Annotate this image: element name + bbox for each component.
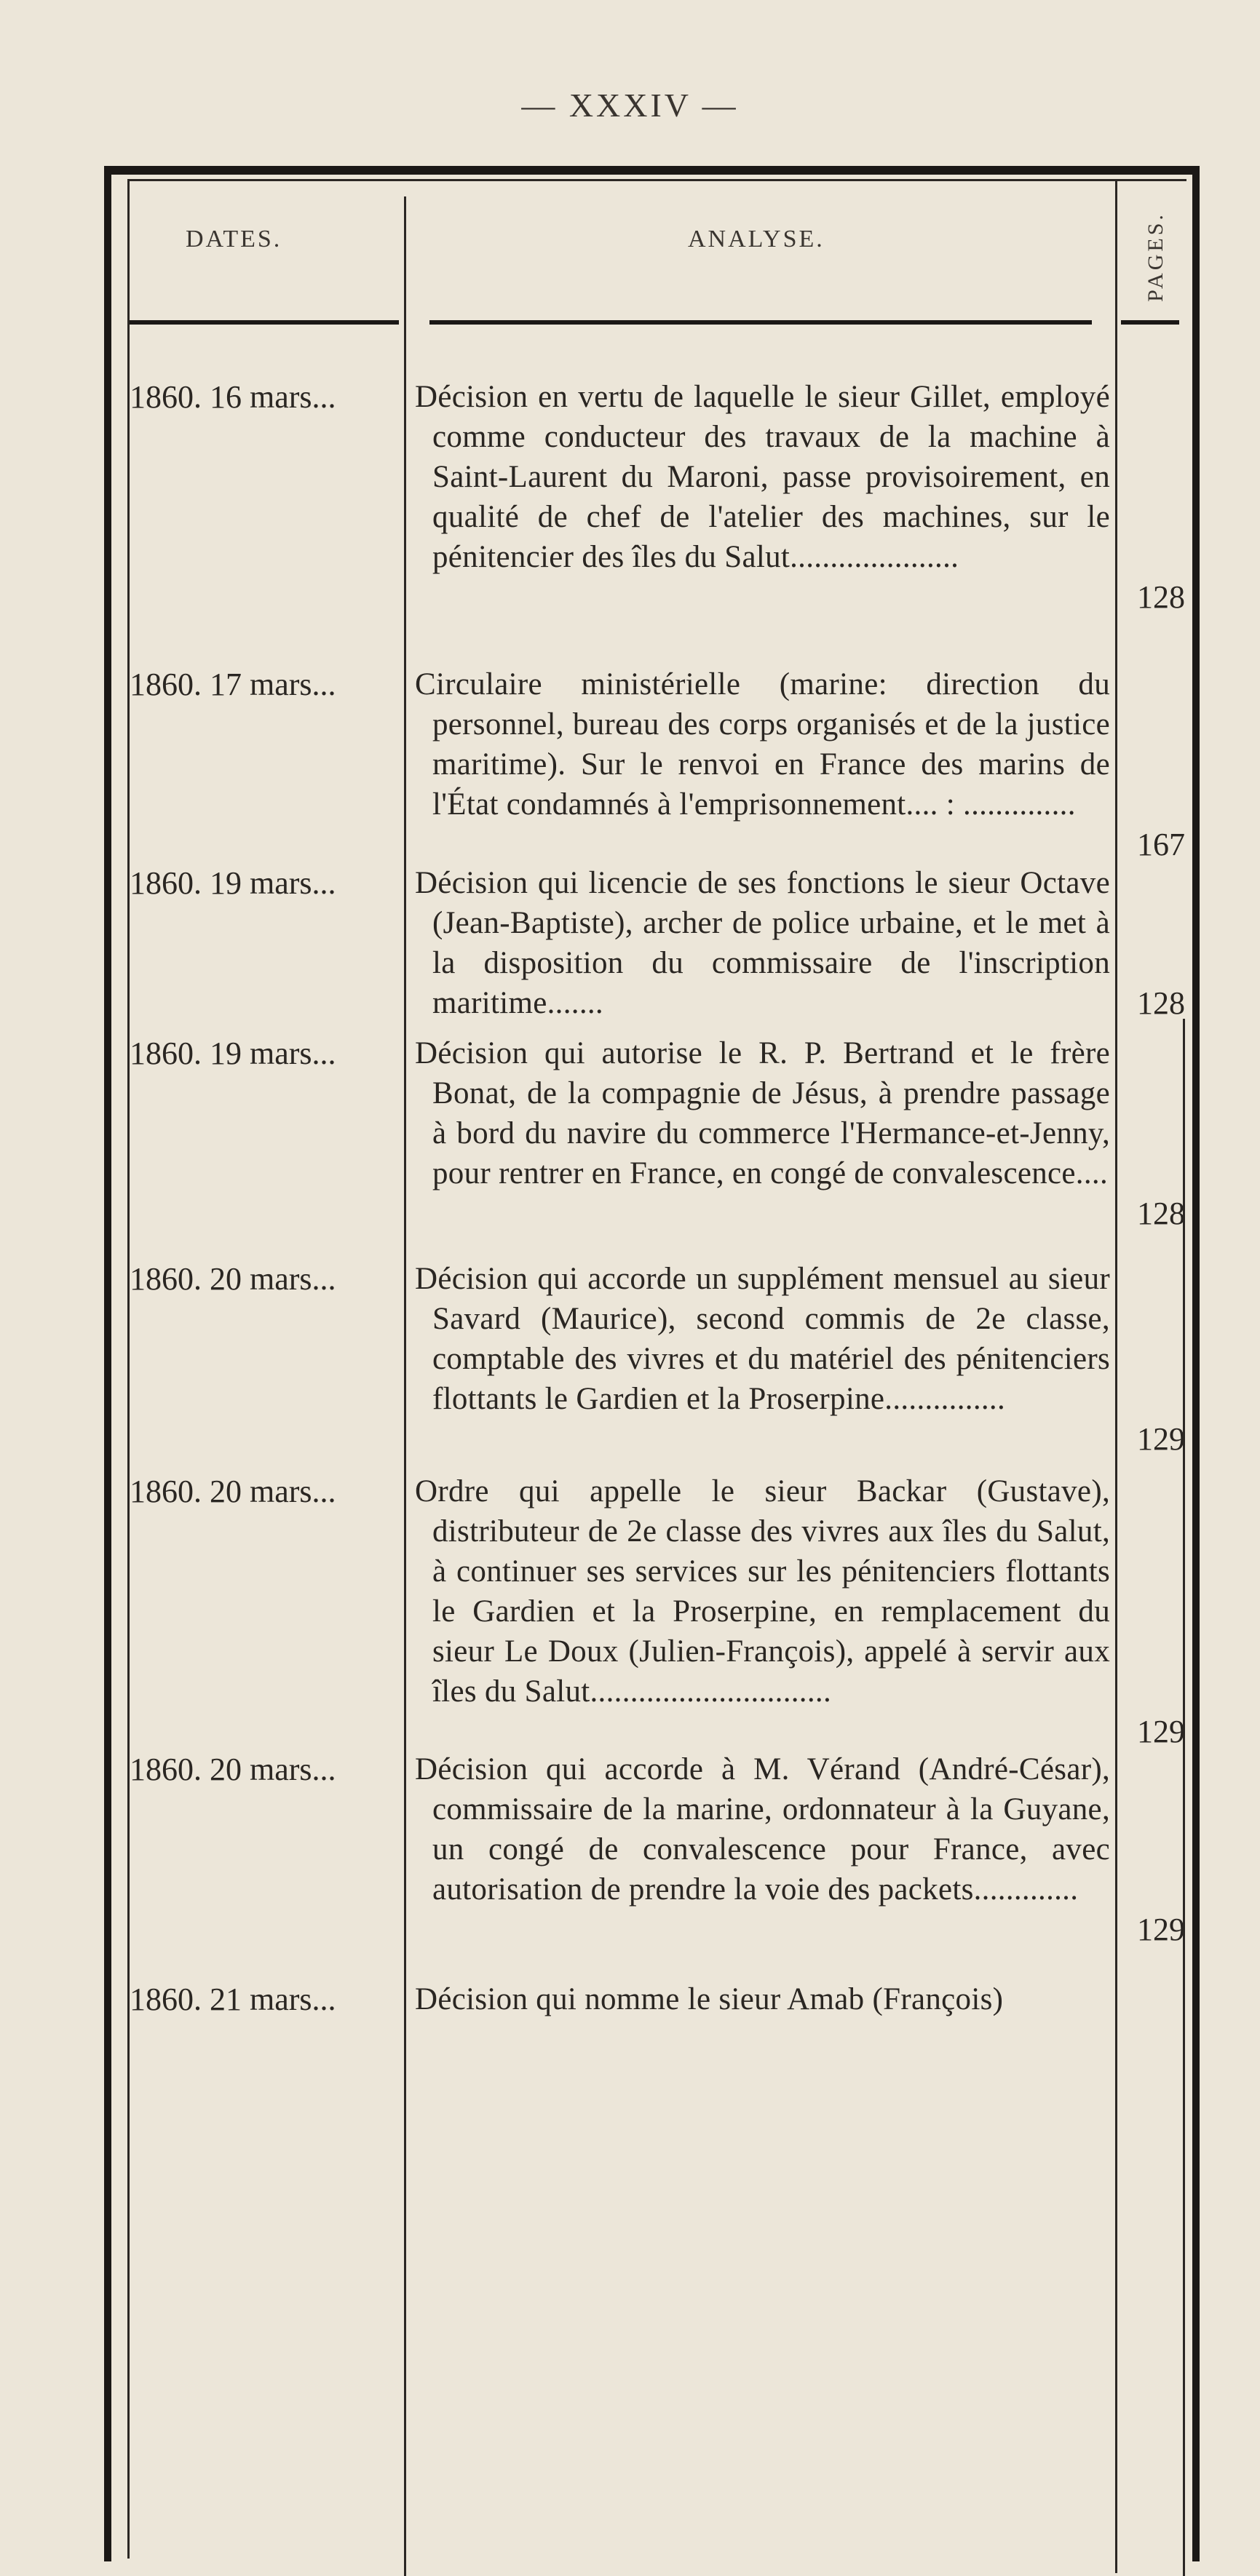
entry-analysis: Décision qui accorde à M. Vérand (André-César), commissaire de la marine, ordonnateur à la Guyane, un congé de convalescence pour France, avec autorisation de prendre la voie des packets............. bbox=[415, 1752, 1110, 1907]
entry-date: 1860. 16 mars... bbox=[130, 379, 336, 415]
entry-analysis: Décision qui licencie de ses fonctions le sieur Octave (Jean-Baptiste), archer de police urbaine, et le met à la disposition du commissaire de l'inscription maritime....... bbox=[415, 866, 1110, 1020]
column-header-pages bbox=[1134, 202, 1178, 311]
entry-page-number: 167 bbox=[1137, 827, 1185, 862]
entry-analysis: Décision qui autorise le R. P. Bertrand et le frère Bonat, de la compagnie de Jésus, à prendre passage à bord du navire du commerce l'Hermance-et-Jenny, pour rentrer en France, en congé de convalescence.... bbox=[415, 1036, 1110, 1190]
column-header-dates: DATES. bbox=[186, 226, 282, 253]
header-rule-dates bbox=[130, 320, 399, 325]
entry-page-number: 129 bbox=[1137, 1912, 1185, 1947]
page-header: — XXXIV — bbox=[521, 87, 739, 124]
entry-date: 1860. 20 mars... bbox=[130, 1752, 336, 1787]
entry-date: 1860. 19 mars... bbox=[130, 865, 336, 901]
entry-page-number: 128 bbox=[1137, 1196, 1185, 1231]
entry-page-number: 129 bbox=[1137, 1714, 1185, 1749]
column-divider-pages bbox=[1115, 179, 1117, 2573]
entry-date: 1860. 21 mars... bbox=[130, 1981, 336, 2017]
entry-analysis: Décision qui accorde un supplément mensuel au sieur Savard (Maurice), second commis de 2e classe, comptable des vivres et du matériel des pénitenciers flottants le Gardien et la Proserpine............... bbox=[415, 1262, 1110, 1416]
header-rule-analyse bbox=[429, 320, 1092, 325]
entry-page-number: 128 bbox=[1137, 579, 1185, 615]
entry-analysis: Circulaire ministérielle (marine: direction du personnel, bureau des corps organisés et de la justice maritime). Sur le renvoi en France des marins de l'État condamnés à l'emprisonnement.... : .............. bbox=[415, 667, 1110, 822]
column-header-pages-label: PAGES. bbox=[1144, 212, 1168, 302]
entry-date: 1860. 20 mars... bbox=[130, 1261, 336, 1297]
column-divider-right bbox=[1183, 1019, 1185, 2576]
entry-date: 1860. 20 mars... bbox=[130, 1474, 336, 1509]
entry-date: 1860. 19 mars... bbox=[130, 1035, 336, 1071]
entry-page-number: 128 bbox=[1137, 985, 1185, 1021]
header-rule-pages bbox=[1121, 320, 1179, 325]
entry-analysis: Décision qui nomme le sieur Amab (François) bbox=[415, 1982, 1004, 2016]
entry-date: 1860. 17 mars... bbox=[130, 667, 336, 702]
entry-analysis: Ordre qui appelle le sieur Backar (Gustave), distributeur de 2e classe des vivres aux îles du Salut, à continuer ses services sur les pénitenciers flottants le Gardien et la Proserpine, en remplacement du sieur Le Doux (Julien-François), appelé à servir aux îles du Salut.............................. bbox=[415, 1474, 1110, 1709]
column-divider-dates bbox=[404, 196, 406, 2576]
entry-analysis: Décision en vertu de laquelle le sieur Gillet, employé comme conducteur des travaux de la machine à Saint-Laurent du Maroni, passe provisoirement, en qualité de chef de l'atelier des machines, sur le pénitencier des îles du Salut..................... bbox=[415, 380, 1110, 574]
column-header-analyse: ANALYSE. bbox=[688, 226, 825, 253]
entry-page-number: 129 bbox=[1137, 1421, 1185, 1457]
